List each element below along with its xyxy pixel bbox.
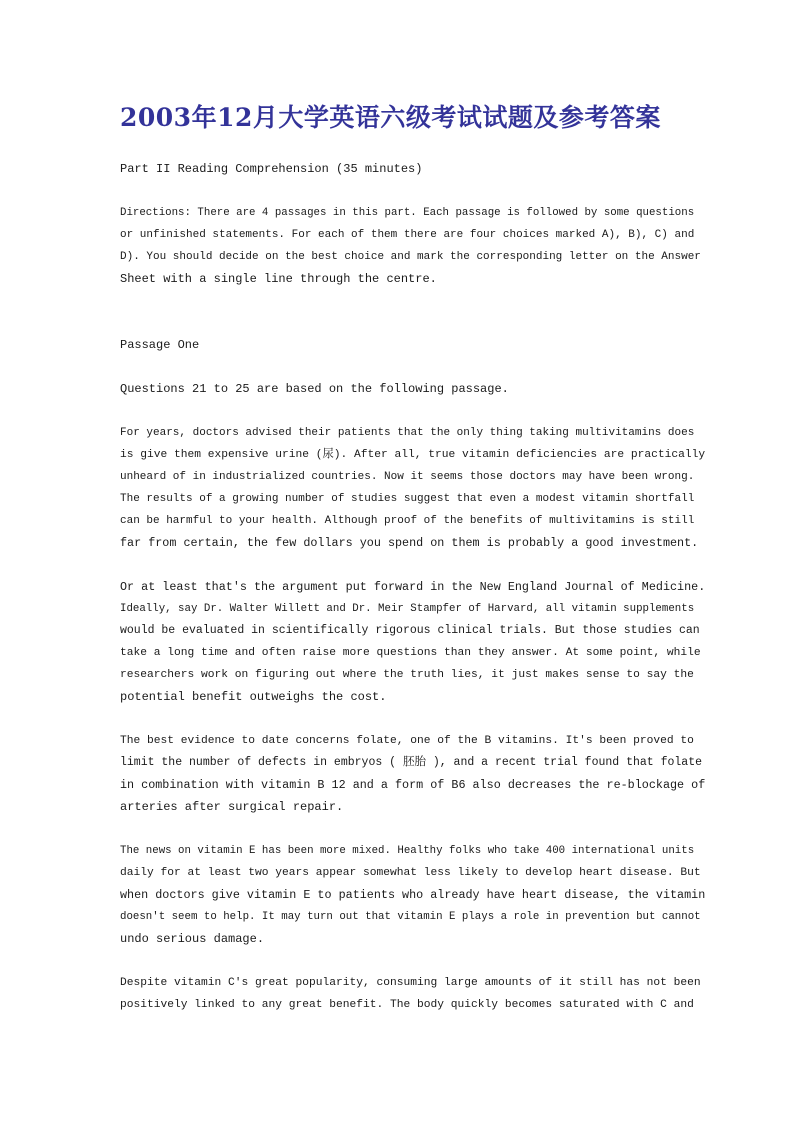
paragraph-line: The results of a growing number of studies suggest that even a modest vitamin shortfall (120, 493, 695, 505)
paragraph-line: arteries after surgical repair. (120, 800, 344, 814)
passage-heading-text: Passage One (120, 338, 200, 352)
paragraph-line: take a long time and often raise more questions than they answer. At some point, while (120, 647, 701, 659)
paragraph-5 (120, 972, 705, 1016)
paragraph-line: limit the number of defects in embryos ( 胚胎 ), and a recent trial found that folate (120, 756, 702, 769)
paragraph-line: is give them expensive urine (尿). After all, true vitamin deficiencies are practically (120, 449, 705, 461)
directions-paragraph (120, 202, 705, 290)
passage-heading (120, 334, 705, 356)
paragraph-line: potential benefit outweighs the cost. (120, 690, 387, 704)
paragraph-line: For years, doctors advised their patients that the only thing taking multivitamins does (120, 427, 695, 439)
paragraph-line: Despite vitamin C's great popularity, consuming large amounts of it still has not been (120, 977, 701, 989)
paragraph-line: would be evaluated in scientifically rigorous clinical trials. But those studies can (120, 624, 700, 637)
questions-note-text: Questions 21 to 25 are based on the following passage. (120, 382, 509, 396)
paragraph-1 (120, 422, 705, 554)
paragraph-line: when doctors give vitamin E to patients who already have heart disease, the vitamin (120, 888, 705, 902)
directions-line: Directions: There are 4 passages in this part. Each passage is followed by some questions (120, 207, 695, 219)
directions-line: Sheet with a single line through the centre. (120, 272, 437, 286)
paragraph-line: can be harmful to your health. Although proof of the benefits of multivitamins is still (120, 515, 695, 527)
paragraph-line: Or at least that's the argument put forward in the New England Journal of Medicine. (120, 580, 705, 594)
document-title: 2003年12月大学英语六级考试试题及参考答案 (120, 103, 661, 132)
paragraph-line: The best evidence to date concerns folate, one of the B vitamins. It's been proved to (120, 735, 694, 747)
paragraph-3 (120, 730, 705, 818)
paragraph-line: far from certain, the few dollars you spend on them is probably a good investment. (120, 536, 699, 550)
part-heading (120, 158, 705, 180)
paragraph-line: Ideally, say Dr. Walter Willett and Dr. Meir Stampfer of Harvard, all vitamin supplements (120, 603, 695, 615)
paragraph-line: doesn't seem to help. It may turn out that vitamin E plays a role in prevention but cannot (120, 911, 701, 923)
part-heading-text: Part II Reading Comprehension (35 minutes) (120, 162, 423, 176)
paragraph-line: undo serious damage. (120, 932, 265, 946)
paragraph-line: daily for at least two years appear somewhat less likely to develop heart disease. But (120, 867, 701, 879)
paragraph-line: The news on vitamin E has been more mixed. Healthy folks who take 400 international units (120, 845, 695, 857)
paragraph-line: unheard of in industrialized countries. Now it seems those doctors may have been wrong. (120, 471, 695, 483)
paragraph-line: researchers work on figuring out where the truth lies, it just makes sense to say the (120, 669, 694, 681)
questions-note (120, 378, 705, 400)
directions-line: D). You should decide on the best choice and mark the corresponding letter on the Answer (120, 251, 701, 263)
paragraph-2 (120, 576, 705, 708)
paragraph-line: in combination with vitamin B 12 and a form of B6 also decreases the re-blockage of (120, 778, 705, 792)
directions-line: or unfinished statements. For each of them there are four choices marked A), B), C) and (120, 229, 695, 241)
paragraph-line: positively linked to any great benefit. The body quickly becomes saturated with C and (120, 999, 694, 1011)
paragraph-4 (120, 840, 705, 950)
